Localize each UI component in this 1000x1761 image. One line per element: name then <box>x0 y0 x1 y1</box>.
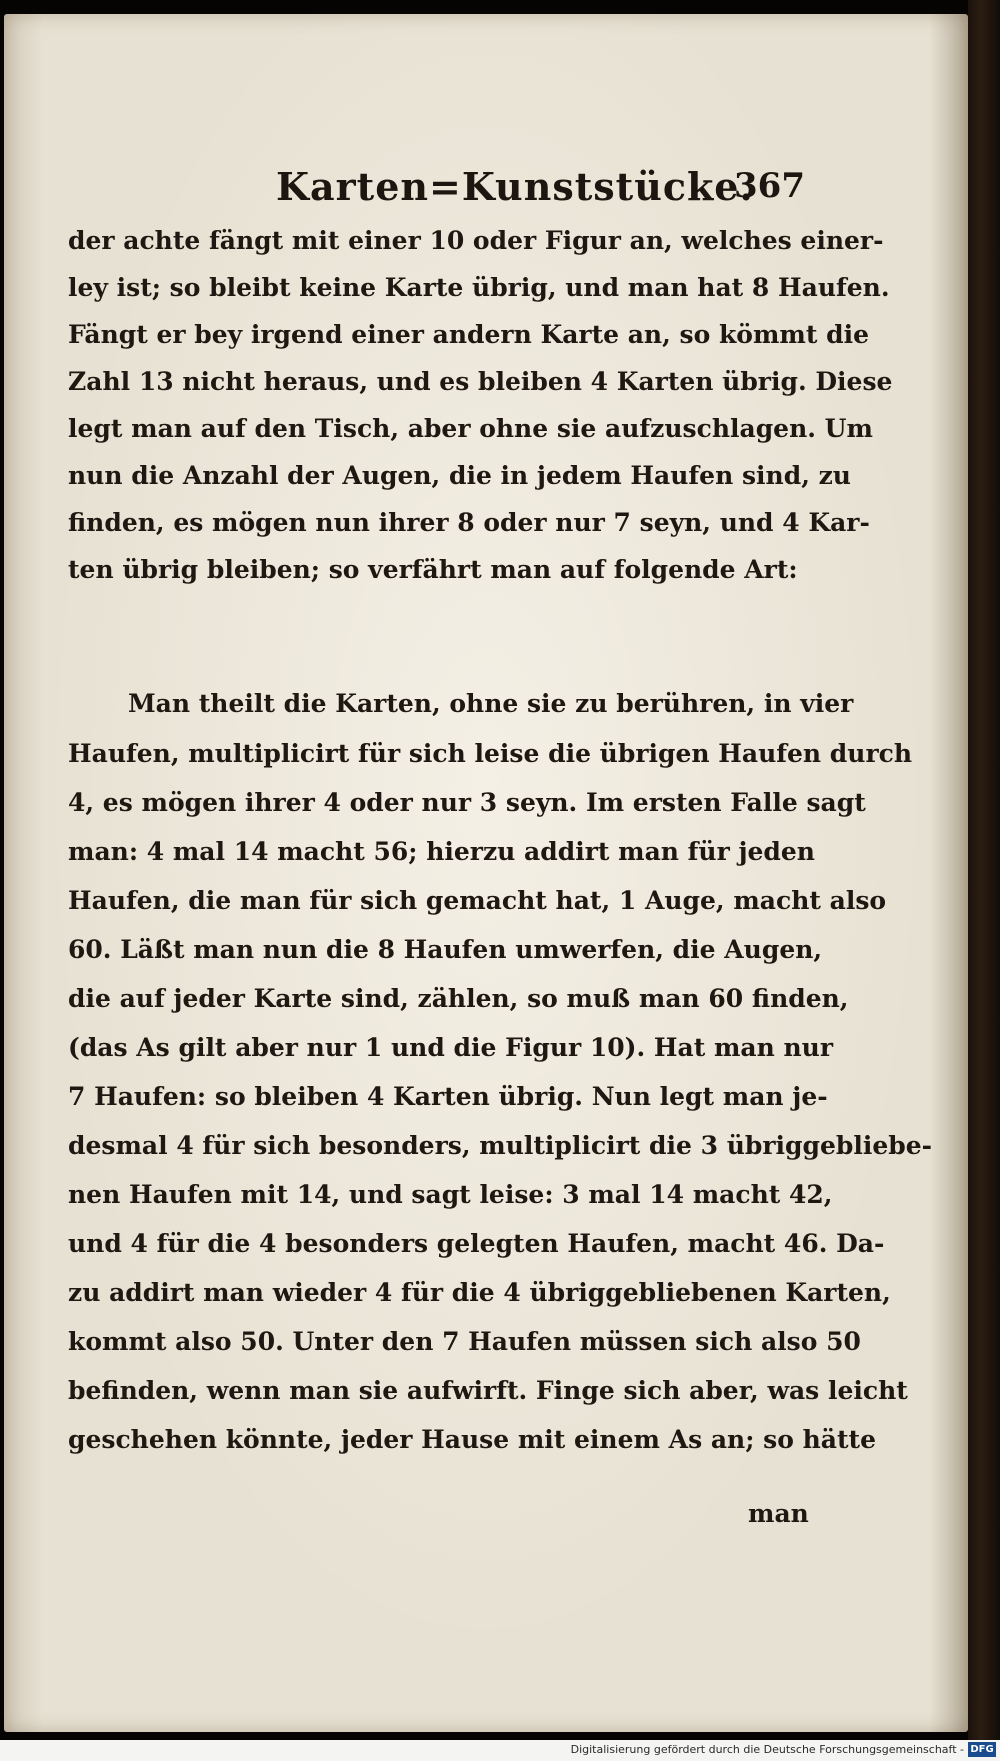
digitization-footer <box>0 1740 1000 1761</box>
text-line: 60. Läßt man nun die 8 Haufen umwerfen, die Augen, <box>68 935 823 964</box>
dfg-logo-icon: DFG <box>968 1742 996 1757</box>
text-line: (das As gilt aber nur 1 und die Figur 10). Hat man nur <box>68 1033 834 1062</box>
text-line: ten übrig bleiben; so verfährt man auf folgende Art: <box>68 555 798 584</box>
text-line: nun die Anzahl der Augen, die in jedem Haufen sind, zu <box>68 461 851 490</box>
text-line: man: 4 mal 14 macht 56; hierzu addirt man für jeden <box>68 837 815 866</box>
text-line: zu addirt man wieder 4 für die 4 übriggebliebenen Karten, <box>68 1278 891 1307</box>
text-line: finden, es mögen nun ihrer 8 oder nur 7 seyn, und 4 Kar- <box>68 508 870 537</box>
text-line: 4, es mögen ihrer 4 oder nur 3 seyn. Im ersten Falle sagt <box>68 788 866 817</box>
catchword: man <box>748 1499 809 1528</box>
page-header <box>4 164 968 214</box>
text-line: 7 Haufen: so bleiben 4 Karten übrig. Nun legt man je- <box>68 1082 828 1111</box>
running-title: Karten=Kunststücke. <box>276 164 754 209</box>
text-line: befinden, wenn man sie aufwirft. Finge sich aber, was leicht <box>68 1376 908 1405</box>
text-line: geschehen könnte, jeder Hause mit einem As an; so hätte <box>68 1425 876 1454</box>
book-spine-edge <box>968 0 1000 1761</box>
text-line: ley ist; so bleibt keine Karte übrig, und man hat 8 Haufen. <box>68 273 890 302</box>
page-number: 367 <box>734 166 805 206</box>
footer-credit-text: Digitalisierung gefördert durch die Deutsche Forschungsgemeinschaft - <box>570 1743 964 1756</box>
text-line: der achte fängt mit einer 10 oder Figur an, welches einer- <box>68 226 884 255</box>
text-line: die auf jeder Karte sind, zählen, so muß man 60 finden, <box>68 984 849 1013</box>
text-line: Haufen, die man für sich gemacht hat, 1 Auge, macht also <box>68 886 887 915</box>
book-page <box>4 14 968 1732</box>
text-line: Zahl 13 nicht heraus, und es bleiben 4 Karten übrig. Diese <box>68 367 893 396</box>
text-line: legt man auf den Tisch, aber ohne sie aufzuschlagen. Um <box>68 414 873 443</box>
text-line: und 4 für die 4 besonders gelegten Haufen, macht 46. Da- <box>68 1229 885 1258</box>
text-line: Fängt er bey irgend einer andern Karte an, so kömmt die <box>68 320 870 349</box>
text-line-indented: Man theilt die Karten, ohne sie zu berühren, in vier <box>128 689 854 718</box>
text-line: nen Haufen mit 14, und sagt leise: 3 mal 14 macht 42, <box>68 1180 833 1209</box>
text-line: kommt also 50. Unter den 7 Haufen müssen sich also 50 <box>68 1327 861 1356</box>
text-line: Haufen, multiplicirt für sich leise die übrigen Haufen durch <box>68 739 913 768</box>
text-line: desmal 4 für sich besonders, multiplicirt die 3 übriggebliebe- <box>68 1131 933 1160</box>
